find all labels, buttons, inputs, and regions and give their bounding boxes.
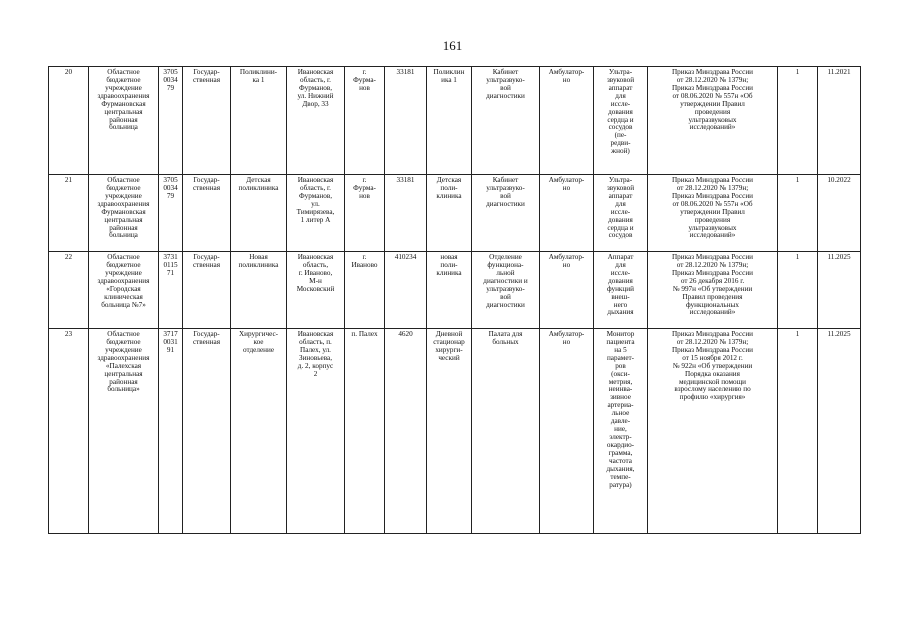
room-cell: Палата для больных bbox=[472, 329, 540, 534]
table-row bbox=[49, 175, 861, 252]
quantity-cell: 1 bbox=[778, 252, 818, 329]
locality-cell: г. Фурма- нов bbox=[345, 67, 385, 175]
row-number-cell: 23 bbox=[49, 329, 89, 534]
quantity-cell: 1 bbox=[778, 175, 818, 252]
room-cell: Кабинет ультразвуко- вой диагностики bbox=[472, 67, 540, 175]
org-code-cell: 3717 0031 91 bbox=[159, 329, 183, 534]
care-mode-cell: Амбулатор- но bbox=[540, 252, 594, 329]
table-row bbox=[49, 67, 861, 175]
row-number-cell: 20 bbox=[49, 67, 89, 175]
code-cell: 410234 bbox=[385, 252, 427, 329]
address-cell: Ивановская область, г. Фурманов, ул. Нижний Двор, 33 bbox=[287, 67, 345, 175]
unit-cell: Хирургичес- кое отделение bbox=[231, 329, 287, 534]
org-code-cell: 3731 0115 71 bbox=[159, 252, 183, 329]
department-cell: Детская поли- клиника bbox=[427, 175, 472, 252]
address-cell: Ивановская область, г. Иваново, М-н Московский bbox=[287, 252, 345, 329]
quantity-cell: 1 bbox=[778, 67, 818, 175]
care-mode-cell: Амбулатор- но bbox=[540, 329, 594, 534]
equipment-cell: Монитор пациента на 5 парамет- ров (окси- метрия, неинва- зивное артериа- льное давле- ние, электр- окардио- грамма, частота дыхания, темпе- ратура) bbox=[594, 329, 648, 534]
organization-cell: Областное бюджетное учреждение здравоохранения Фурмановская центральная районная больница bbox=[89, 67, 159, 175]
equipment-register-table bbox=[48, 66, 861, 534]
address-cell: Ивановская область, г. Фурманов, ул. Тимирязева, 1 литер А bbox=[287, 175, 345, 252]
organization-cell: Областное бюджетное учреждение здравоохранения «Городская клиническая больница №7» bbox=[89, 252, 159, 329]
regulation-cell: Приказ Минздрава России от 28.12.2020 № 1379н; Приказ Минздрава России от 15 ноября 2012 г. № 922н «Об утверждении Порядка оказания медицинской помощи взрослому населению по профилю «хирургия» bbox=[648, 329, 778, 534]
page-number: 161 bbox=[442, 38, 463, 53]
department-cell: новая поли- клиника bbox=[427, 252, 472, 329]
date-cell: 10.2022 bbox=[818, 175, 861, 252]
org-code-cell: 3705 0034 79 bbox=[159, 67, 183, 175]
room-cell: Отделение функциона- льной диагностики и ультразвуко- вой диагностики bbox=[472, 252, 540, 329]
quantity-cell: 1 bbox=[778, 329, 818, 534]
code-cell: 33181 bbox=[385, 175, 427, 252]
ownership-cell: Государ- ственная bbox=[183, 175, 231, 252]
regulation-cell: Приказ Минздрава России от 28.12.2020 № 1379н; Приказ Минздрава России от 08.06.2020 № 557н «Об утверждении Правил проведения ультразвуковых исследований» bbox=[648, 175, 778, 252]
department-cell: Поликлин ика 1 bbox=[427, 67, 472, 175]
regulation-cell: Приказ Минздрава России от 28.12.2020 № 1379н; Приказ Минздрава России от 26 декабря 2016 г. № 997н «Об утверждении Правил проведения функциональных исследований» bbox=[648, 252, 778, 329]
ownership-cell: Государ- ственная bbox=[183, 329, 231, 534]
equipment-cell: Аппарат для иссле- дования функций внеш- него дыхания bbox=[594, 252, 648, 329]
row-number-cell: 21 bbox=[49, 175, 89, 252]
table-row bbox=[49, 252, 861, 329]
unit-cell: Поликлини- ка 1 bbox=[231, 67, 287, 175]
date-cell: 11.2025 bbox=[818, 329, 861, 534]
locality-cell: г. Фурма- нов bbox=[345, 175, 385, 252]
care-mode-cell: Амбулатор- но bbox=[540, 175, 594, 252]
code-cell: 4620 bbox=[385, 329, 427, 534]
row-number-cell: 22 bbox=[49, 252, 89, 329]
room-cell: Кабинет ультразвуко- вой диагностики bbox=[472, 175, 540, 252]
regulation-cell: Приказ Минздрава России от 28.12.2020 № 1379н; Приказ Минздрава России от 08.06.2020 № 557н «Об утверждении Правил проведения ультразвуковых исследований» bbox=[648, 67, 778, 175]
organization-cell: Областное бюджетное учреждение здравоохранения «Палехская центральная районная больница» bbox=[89, 329, 159, 534]
date-cell: 11.2021 bbox=[818, 67, 861, 175]
organization-cell: Областное бюджетное учреждение здравоохранения Фурмановская центральная районная больница bbox=[89, 175, 159, 252]
date-cell: 11.2025 bbox=[818, 252, 861, 329]
locality-cell: г. Иваново bbox=[345, 252, 385, 329]
address-cell: Ивановская область, п. Палех, ул. Зиновьева, д. 2, корпус 2 bbox=[287, 329, 345, 534]
table-row bbox=[49, 329, 861, 534]
org-code-cell: 3705 0034 79 bbox=[159, 175, 183, 252]
unit-cell: Детская поликлиника bbox=[231, 175, 287, 252]
equipment-cell: Ультра- звуковой аппарат для иссле- дования сердца и сосудов (пе- редви- жной) bbox=[594, 67, 648, 175]
care-mode-cell: Амбулатор- но bbox=[540, 67, 594, 175]
ownership-cell: Государ- ственная bbox=[183, 67, 231, 175]
unit-cell: Новая поликлиника bbox=[231, 252, 287, 329]
equipment-cell: Ультра- звуковой аппарат для иссле- дования сердца и сосудов bbox=[594, 175, 648, 252]
code-cell: 33181 bbox=[385, 67, 427, 175]
department-cell: Дневной стационар хирурги- ческий bbox=[427, 329, 472, 534]
ownership-cell: Государ- ственная bbox=[183, 252, 231, 329]
locality-cell: п. Палех bbox=[345, 329, 385, 534]
